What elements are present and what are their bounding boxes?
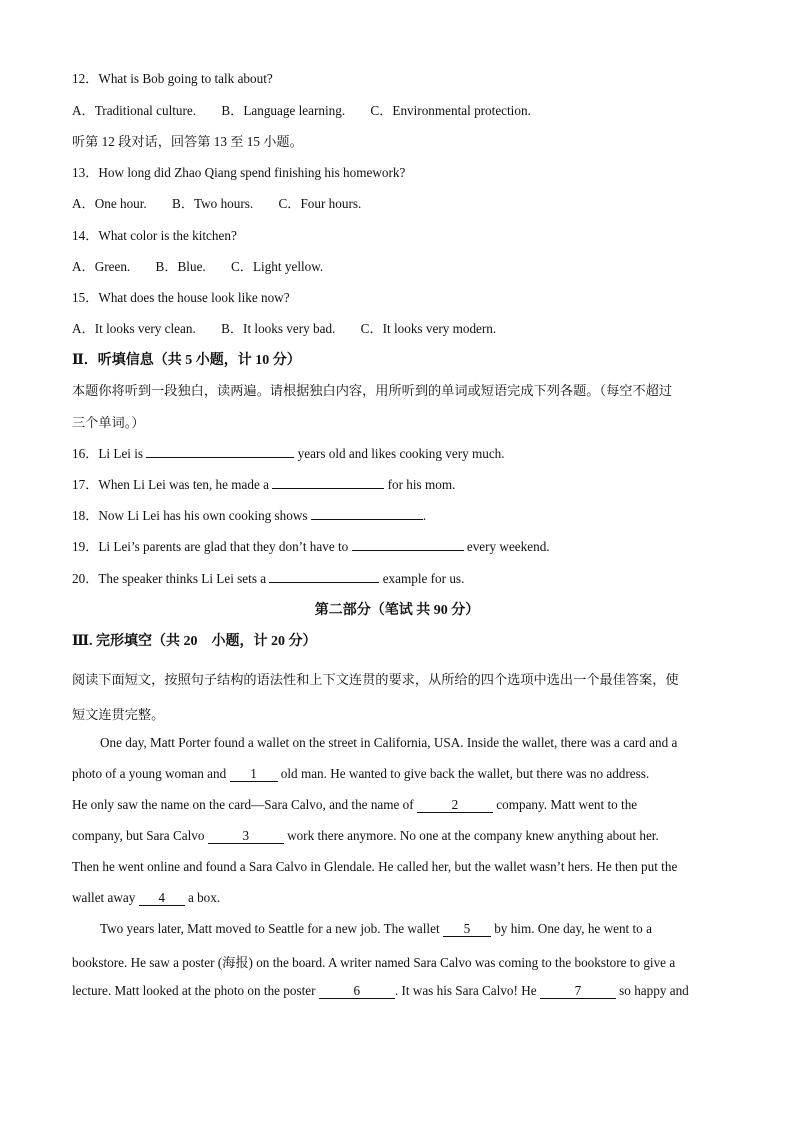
part-2-title: 第二部分（笔试 共 90 分） (314, 603, 480, 618)
passage-line-1: One day, Matt Porter found a wallet on the street in California, USA. Inside the wallet, there was a card and a (100, 735, 678, 750)
section-2-instruction-2: 三个单词。） (72, 415, 145, 430)
fill-question-17 (72, 474, 455, 493)
cloze-blank-2[interactable]: 2 (417, 798, 493, 813)
option-c: C．Light yellow. (231, 259, 324, 274)
question-text: every weekend. (466, 539, 550, 554)
section-3-instruction-2: 短文连贯完整。 (72, 707, 165, 722)
passage-line-5: Then he went online and found a Sara Calvo in Glendale. He called her, but the wallet wasn’t hers. He then put the (72, 859, 678, 874)
question-14: 14．What color is the kitchen? (72, 228, 237, 243)
passage-text: company, but Sara Calvo (72, 828, 205, 843)
passage-text: old man. He wanted to give back the wallet, but there was no address. (280, 766, 650, 781)
answer-blank[interactable] (146, 445, 294, 458)
passage-line-2 (72, 766, 649, 782)
option-a: A．It looks very clean. (72, 321, 196, 336)
passage-text: company. Matt went to the (496, 797, 638, 812)
section-3-heading: Ⅲ. 完形填空（共 20 小题，计 20 分） (72, 634, 317, 649)
passage-line-9 (72, 983, 689, 999)
question-15-options (72, 318, 518, 337)
question-text: 18．Now Li Lei has his own cooking shows (72, 508, 308, 523)
question-12-options (72, 100, 553, 119)
fill-question-16 (72, 443, 505, 462)
question-text: . (422, 508, 427, 523)
passage-text: wallet away (72, 890, 136, 905)
cloze-blank-5[interactable]: 5 (443, 922, 491, 937)
question-text: for his mom. (387, 477, 456, 492)
passage-text: by him. One day, he went to a (494, 921, 652, 936)
answer-blank[interactable] (352, 538, 464, 551)
passage-line-4 (72, 828, 659, 844)
passage-text: Two years later, Matt moved to Seattle for a new job. The wallet (100, 921, 440, 936)
section-2-heading: Ⅱ．听填信息（共 5 小题，计 10 分） (72, 353, 301, 368)
passage-text: photo of a young woman and (72, 766, 227, 781)
option-c: C．It looks very modern. (360, 321, 497, 336)
question-text: 20．The speaker thinks Li Lei sets a (72, 571, 267, 586)
option-b: B．Language learning. (221, 103, 346, 118)
option-a: A．Traditional culture. (72, 103, 197, 118)
answer-blank[interactable] (311, 507, 423, 520)
passage-line-6 (72, 890, 220, 906)
question-text: 19．Li Lei’s parents are glad that they don’t have to (72, 539, 349, 554)
option-a: A．One hour. (72, 196, 147, 211)
passage-text: work there anymore. No one at the company knew anything about her. (287, 828, 659, 843)
passage-text: so happy and (619, 983, 689, 998)
question-13: 13．How long did Zhao Qiang spend finishing his homework? (72, 165, 406, 180)
question-text: years old and likes cooking very much. (297, 446, 505, 461)
option-b: B．Blue. (155, 259, 206, 274)
option-b: B．Two hours. (172, 196, 254, 211)
fill-question-18 (72, 505, 426, 524)
section-3-instruction-1: 阅读下面短文，按照句子结构的语法性和上下文连贯的要求，从所给的四个选项中选出一个最佳答案，使 (72, 672, 679, 687)
passage-line-3 (72, 797, 637, 813)
section-2-instruction-1: 本题你将听到一段独白，读两遍。请根据独白内容，用所听到的单词或短语完成下列各题。（每空不超过 (72, 383, 673, 398)
fill-question-20 (72, 568, 464, 587)
option-b: B．It looks very bad. (221, 321, 336, 336)
question-14-options (72, 256, 345, 275)
dialog-12-instruction: 听第 12 段对话，回答第 13 至 15 小题。 (72, 134, 303, 149)
cloze-blank-7[interactable]: 7 (540, 984, 616, 999)
cloze-blank-1[interactable]: 1 (230, 767, 278, 782)
passage-text: lecture. Matt looked at the photo on the poster (72, 983, 316, 998)
question-12: 12．What is Bob going to talk about? (72, 71, 273, 86)
option-c: C．Four hours. (278, 196, 362, 211)
passage-line-7 (100, 921, 652, 937)
question-13-options (72, 193, 383, 212)
passage-text: a box. (187, 890, 221, 905)
question-text: 17．When Li Lei was ten, he made a (72, 477, 270, 492)
option-c: C．Environmental protection. (370, 103, 531, 118)
question-text: 16．Li Lei is (72, 446, 144, 461)
answer-blank[interactable] (272, 476, 384, 489)
fill-question-19 (72, 536, 550, 555)
cloze-blank-6[interactable]: 6 (319, 984, 395, 999)
answer-blank[interactable] (269, 570, 379, 583)
passage-text: He only saw the name on the card—Sara Calvo, and the name of (72, 797, 414, 812)
cloze-blank-3[interactable]: 3 (208, 829, 284, 844)
cloze-blank-4[interactable]: 4 (139, 891, 185, 906)
option-a: A．Green. (72, 259, 131, 274)
passage-text: . It was his Sara Calvo! He (394, 983, 537, 998)
question-15: 15．What does the house look like now? (72, 290, 290, 305)
passage-line-8: bookstore. He saw a poster (海报) on the board. A writer named Sara Calvo was coming to the bookstore to give a (72, 955, 676, 970)
question-text: example for us. (382, 571, 465, 586)
